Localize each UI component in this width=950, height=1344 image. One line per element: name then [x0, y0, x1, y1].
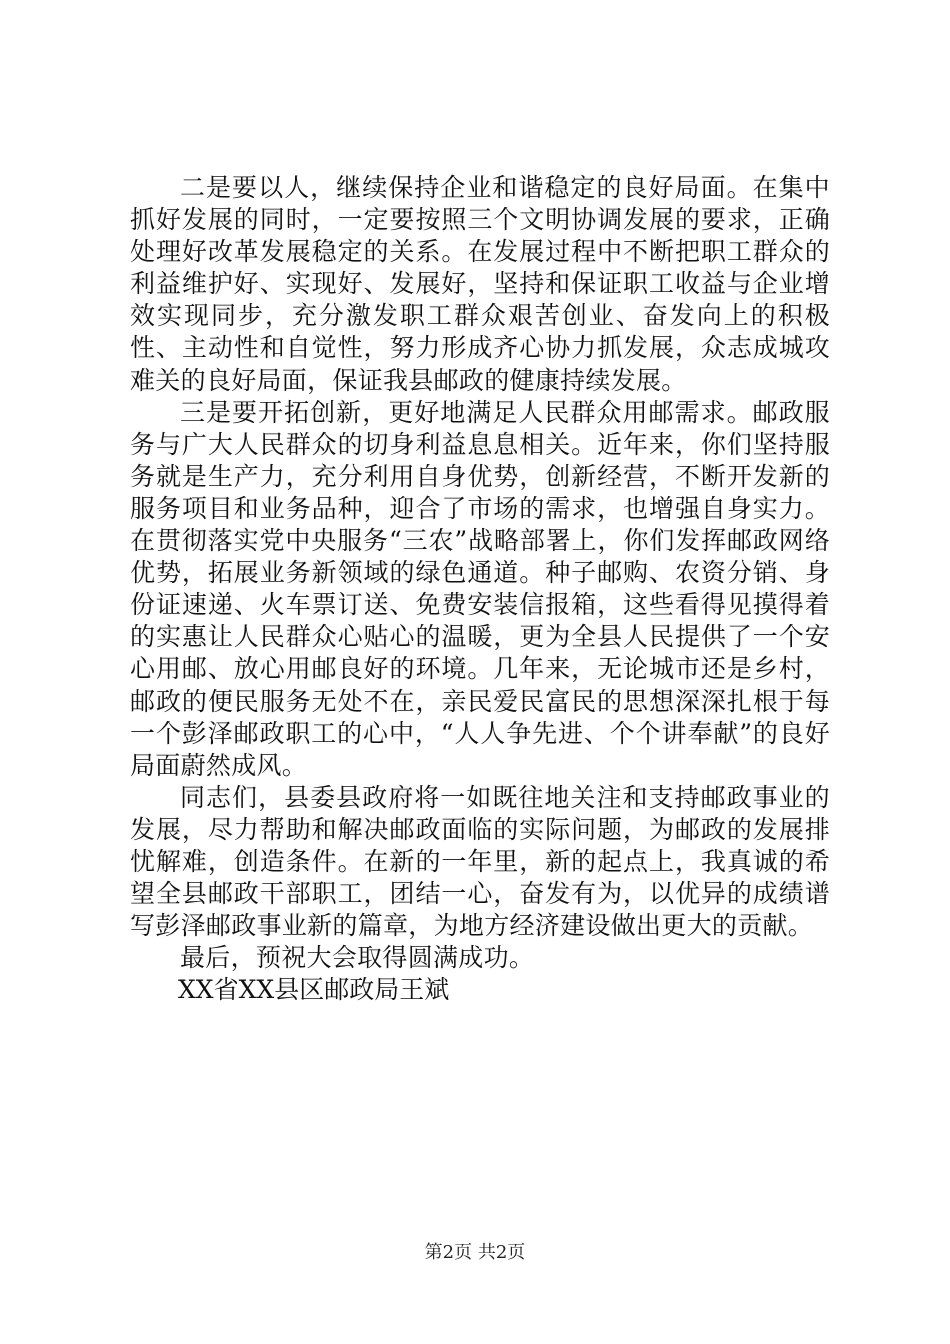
- paragraph-comrades: 同志们，县委县政府将一如既往地关注和支持邮政事业的发展，尽力帮助和解决邮政面临的实际问题，为邮政的发展排忧解难，创造条件。在新的一年里，新的起点上，我真诚的希望全县邮政干部职工，团结一心，奋发有为，以优异的成绩谱写彭泽邮政事业新的篇章，为地方经济建设做出更大的贡献。: [130, 782, 830, 941]
- paragraph-two-harmony: 二是要以人，继续保持企业和谐稳定的良好局面。在集中抓好发展的同时，一定要按照三个文明协调发展的要求，正确处理好改革发展稳定的关系。在发展过程中不断把职工群众的利益维护好、实现好、发展好，坚持和保证职工收益与企业增效实现同步，充分激发职工群众艰苦创业、奋发向上的积极性、主动性和自觉性，努力形成齐心协力抓发展，众志成城攻难关的良好局面，保证我县邮政的健康持续发展。: [130, 173, 830, 395]
- signature-line: XX省XX县区邮政局王斌: [178, 975, 450, 1005]
- paragraph-closing-wish: 最后，预祝大会取得圆满成功。: [180, 943, 535, 973]
- page-number-footer: 第2页 共2页: [424, 1242, 526, 1263]
- paragraph-three-innovation: 三是要开拓创新，更好地满足人民群众用邮需求。邮政服务与广大人民群众的切身利益息息相关。近年来，你们坚持服务就是生产力，充分利用自身优势，创新经营，不断开发新的服务项目和业务品种，迎合了市场的需求，也增强自身实力。在贯彻落实党中央服务“三农”战略部署上，你们发挥邮政网络优势，拓展业务新领域的绿色通道。种子邮购、农资分销、身份证速递、火车票订送、免费安装信报箱，这些看得见摸得着的实惠让人民群众心贴心的温暖，更为全县人民提供了一个安心用邮、放心用邮良好的环境。几年来，无论城市还是乡村，邮政的便民服务无处不在，亲民爱民富民的思想深深扎根于每一个彭泽邮政职工的心中，“人人争先进、个个讲奉献”的良好局面蔚然成风。: [130, 397, 830, 780]
- document-body: [130, 172, 830, 1006]
